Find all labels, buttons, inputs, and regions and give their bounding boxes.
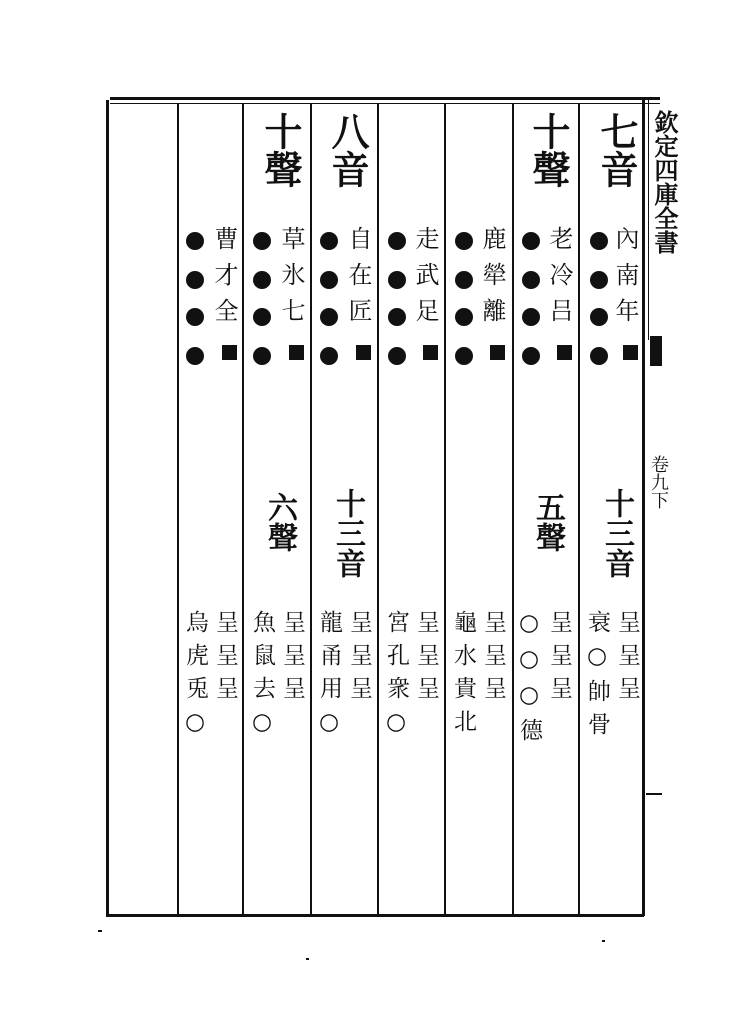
column-6-dot bbox=[253, 271, 271, 289]
column-4-dot bbox=[388, 232, 406, 250]
column-4-dot bbox=[388, 271, 406, 289]
column-3-lower-entry-b: 龜水貴北 bbox=[450, 610, 476, 742]
frame-outer-right-rule bbox=[648, 100, 649, 340]
column-2-lower-entry-a: 呈呈呈 bbox=[546, 610, 572, 709]
column-6-lower-entry-a: 呈呈呈 bbox=[279, 610, 305, 709]
column-2-square bbox=[557, 345, 572, 360]
column-7-lower-entry-a: 呈呈呈 bbox=[212, 610, 238, 709]
column-divider bbox=[578, 104, 580, 914]
frame-right-rule bbox=[642, 100, 645, 916]
column-6-lower-header: 六聲 bbox=[262, 492, 297, 552]
column-2-header: 十聲 bbox=[526, 112, 571, 188]
scan-speck bbox=[98, 930, 102, 932]
column-2-lower-entry-b: ○○○德 bbox=[516, 610, 542, 751]
column-6-top-entry: 草氷七 bbox=[277, 226, 305, 334]
column-divider bbox=[377, 104, 379, 914]
column-divider bbox=[177, 104, 179, 914]
column-5-header: 八音 bbox=[325, 112, 370, 188]
column-2-dot bbox=[522, 232, 540, 250]
column-7-dot bbox=[186, 232, 204, 250]
column-3-dot bbox=[455, 232, 473, 250]
column-6-lower-entry-b: 魚鼠去○ bbox=[249, 610, 275, 745]
column-4-dot bbox=[388, 347, 406, 365]
column-3-square bbox=[490, 345, 505, 360]
column-5-square bbox=[356, 345, 371, 360]
column-1-dot bbox=[590, 308, 608, 326]
column-2-top-entry: 老冷吕 bbox=[545, 226, 573, 334]
column-divider bbox=[512, 104, 514, 914]
column-4-square bbox=[423, 345, 438, 360]
frame-bottom-rule bbox=[106, 914, 644, 917]
column-1-square bbox=[623, 345, 638, 360]
column-divider bbox=[444, 104, 446, 914]
column-1-dot bbox=[590, 347, 608, 365]
frame-left-rule bbox=[106, 100, 109, 916]
column-2-dot bbox=[522, 347, 540, 365]
column-2-dot bbox=[522, 271, 540, 289]
column-3-lower-entry-a: 呈呈呈 bbox=[480, 610, 506, 709]
column-7-dot bbox=[186, 308, 204, 326]
column-1-dot bbox=[590, 271, 608, 289]
column-7-dot bbox=[186, 271, 204, 289]
column-7-top-entry: 曹才全 bbox=[210, 226, 238, 334]
column-5-dot bbox=[320, 308, 338, 326]
column-7-lower-entry-b: 烏虎兎○ bbox=[182, 610, 208, 745]
column-6-dot bbox=[253, 347, 271, 365]
column-1-dot bbox=[590, 232, 608, 250]
margin-title-fragment: 欽定四庫全書 bbox=[650, 110, 679, 254]
column-2-lower-header: 五聲 bbox=[530, 492, 565, 552]
column-5-dot bbox=[320, 232, 338, 250]
column-1-lower-entry-a: 呈呈呈 bbox=[614, 610, 640, 709]
column-5-top-entry: 自在匠 bbox=[344, 226, 372, 334]
scan-speck bbox=[306, 958, 309, 960]
column-7-square bbox=[222, 345, 237, 360]
column-3-dot bbox=[455, 347, 473, 365]
column-4-dot bbox=[388, 308, 406, 326]
frame-top-rule bbox=[110, 97, 660, 100]
column-divider bbox=[242, 104, 244, 914]
column-3-top-entry: 鹿犖離 bbox=[478, 226, 506, 334]
column-1-top-entry: 內南年 bbox=[611, 226, 639, 334]
column-2-dot bbox=[522, 308, 540, 326]
column-5-lower-header: 十三音 bbox=[330, 488, 365, 578]
column-6-header: 十聲 bbox=[258, 112, 303, 188]
column-1-header: 七音 bbox=[594, 112, 639, 188]
margin-rule bbox=[646, 793, 662, 795]
column-1-lower-entry-b: 衰○帥骨 bbox=[584, 610, 610, 745]
column-3-dot bbox=[455, 308, 473, 326]
margin-black-tab bbox=[650, 336, 662, 366]
column-4-lower-entry-b: 宮孔衆○ bbox=[383, 610, 409, 745]
column-6-dot bbox=[253, 308, 271, 326]
column-3-dot bbox=[455, 271, 473, 289]
column-divider bbox=[310, 104, 312, 914]
margin-volume-label: 卷九下 bbox=[648, 455, 669, 509]
column-5-lower-entry-a: 呈呈呈 bbox=[346, 610, 372, 709]
column-6-dot bbox=[253, 232, 271, 250]
column-1-lower-header: 十三音 bbox=[599, 488, 634, 578]
column-4-lower-entry-a: 呈呈呈 bbox=[413, 610, 439, 709]
column-6-square bbox=[289, 345, 304, 360]
column-5-lower-entry-b: 龍甬用○ bbox=[316, 610, 342, 745]
column-5-dot bbox=[320, 347, 338, 365]
column-5-dot bbox=[320, 271, 338, 289]
column-4-top-entry: 走武足 bbox=[411, 226, 439, 334]
column-7-dot bbox=[186, 347, 204, 365]
scan-speck bbox=[602, 940, 605, 942]
